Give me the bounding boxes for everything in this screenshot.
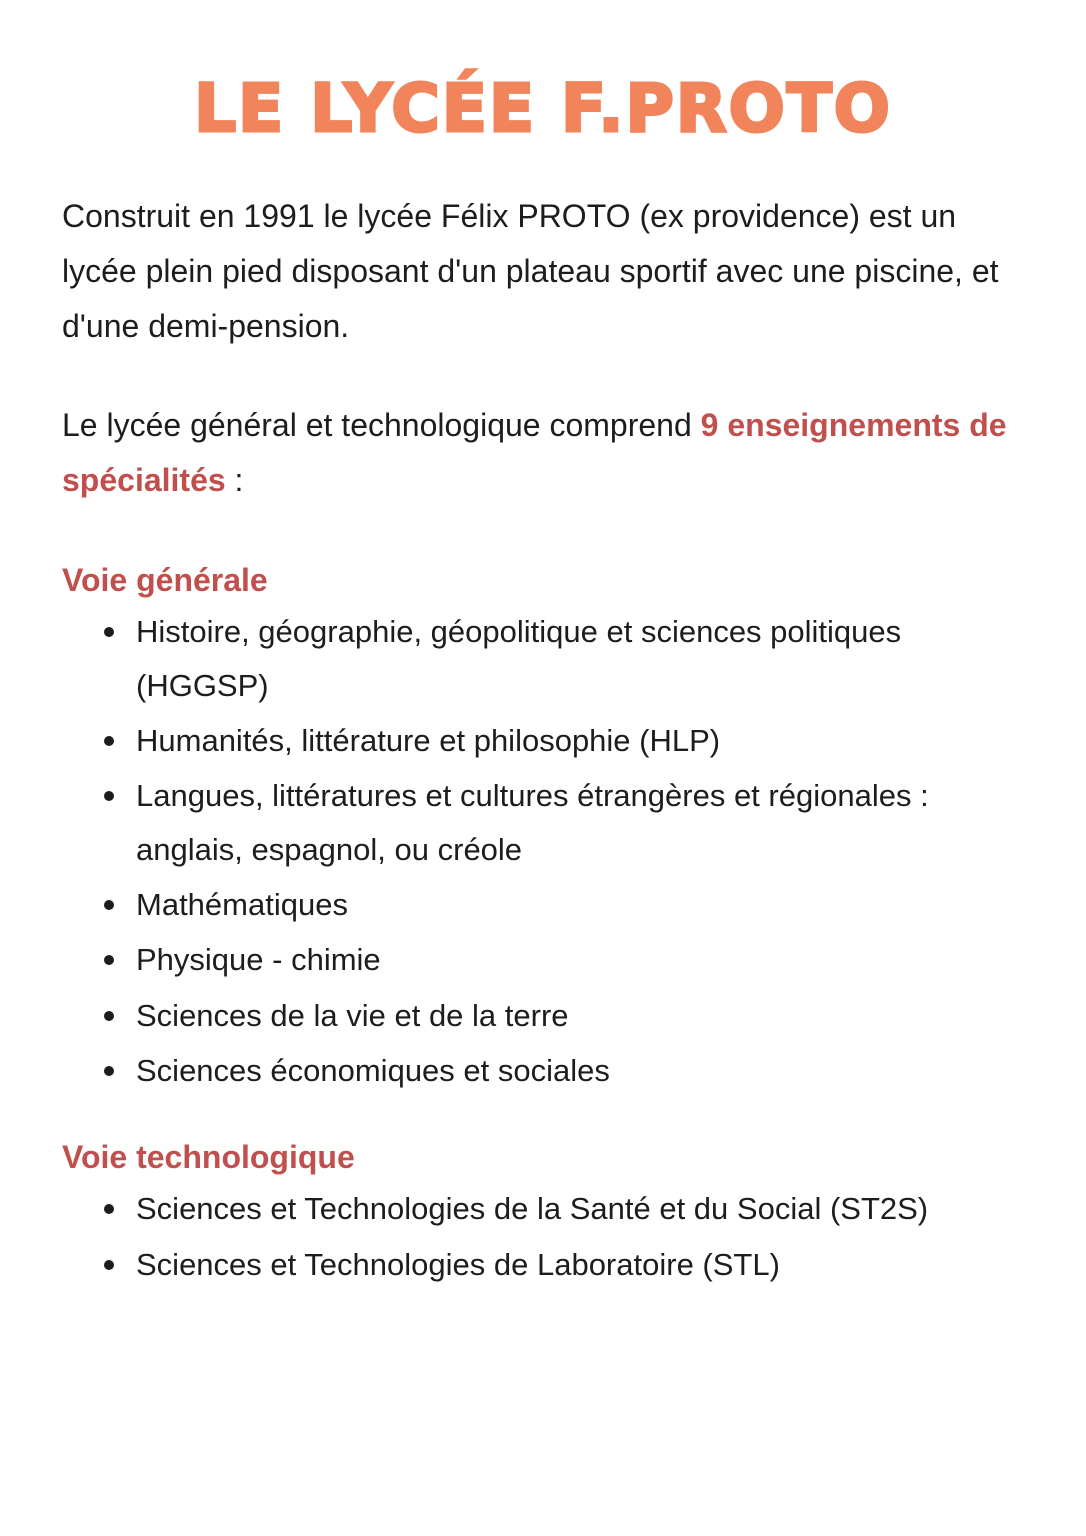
intro-paragraph: Construit en 1991 le lycée Félix PROTO (ex providence) est un lycée plein pied disposant d'un plateau sportif avec une piscine, et d'une demi-pension. (62, 198, 999, 345)
spacer (62, 368, 1024, 398)
list-item: Sciences et Technologies de Laboratoire (STL) (98, 1238, 1024, 1291)
lead-in-emphasis: 9 enseignements de spécialités (62, 407, 1007, 499)
lead-in-after: : (225, 462, 244, 499)
section-heading-voie-generale: Voie générale (62, 562, 268, 599)
list-item: Sciences et Technologies de la Santé et du Social (ST2S) (98, 1182, 1024, 1235)
section-heading-voie-technologique: Voie technologique (62, 1139, 355, 1176)
specialty-list-voie-technologique (62, 1182, 1024, 1291)
list-item: Histoire, géographie, géopolitique et sciences politiques (HGGSP) (98, 605, 1024, 712)
list-item: Sciences économiques et sociales (98, 1044, 1024, 1097)
spacer (62, 1099, 1024, 1139)
list-item: Humanités, littérature et philosophie (HLP) (98, 714, 1024, 767)
list-item: Langues, littératures et cultures étrangères et régionales : anglais, espagnol, ou créole (98, 769, 1024, 876)
lead-in-paragraph (62, 398, 1024, 508)
list-item: Physique - chimie (98, 933, 1024, 986)
lead-in-before: Le lycée général et technologique comprend (62, 407, 701, 444)
specialty-list-voie-generale (62, 605, 1024, 1097)
list-item: Sciences de la vie et de la terre (98, 989, 1024, 1042)
spacer (62, 522, 1024, 562)
list-item: Mathématiques (98, 878, 1024, 931)
page-title: LE LYCÉE F.PROTO (194, 70, 892, 147)
